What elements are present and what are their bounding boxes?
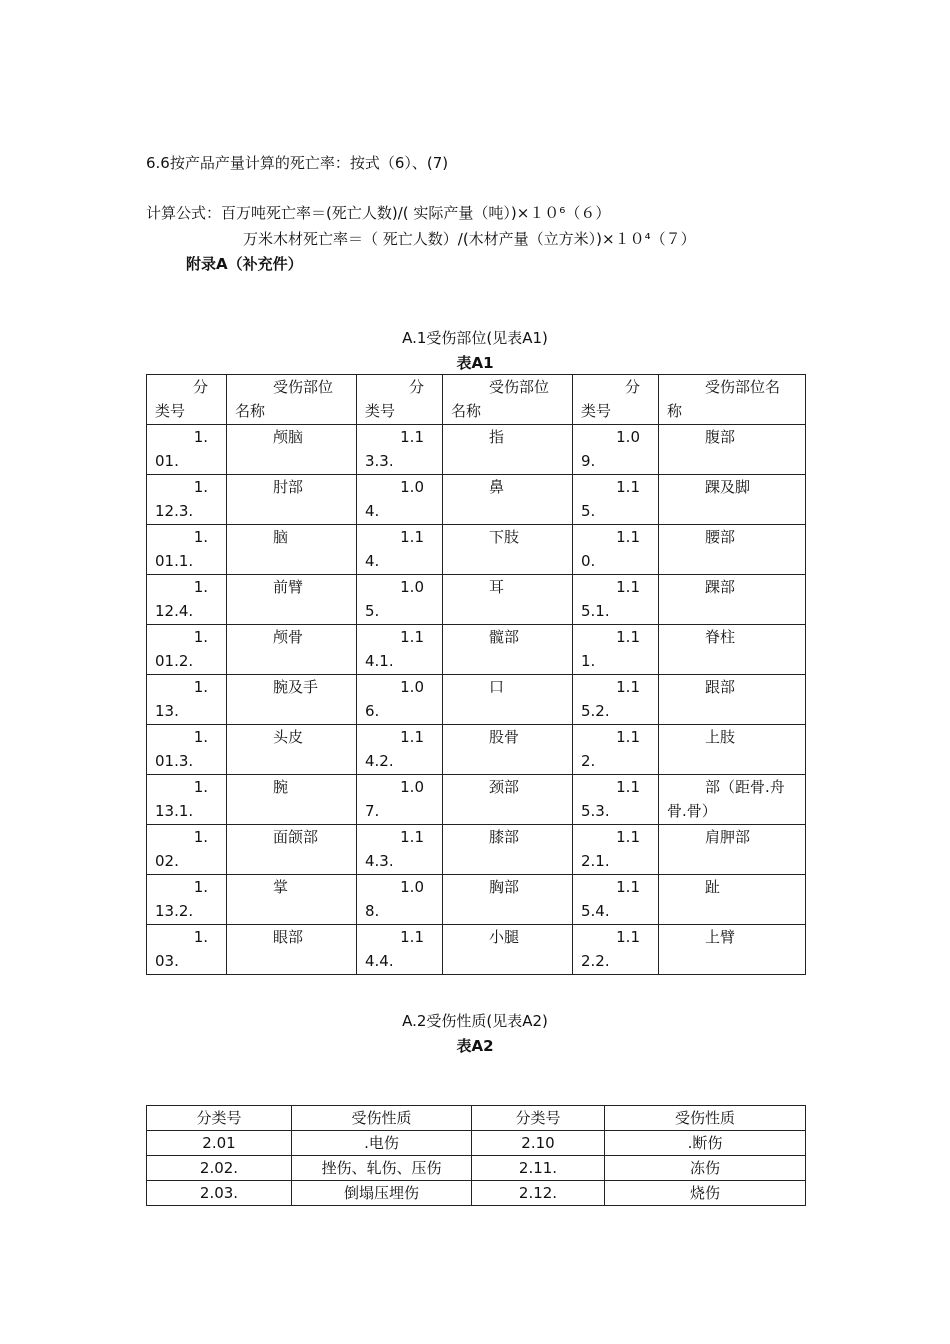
table-row [147, 475, 806, 525]
name-cell [443, 425, 573, 475]
name-cell [659, 875, 806, 925]
code-text-line2: 8. [365, 902, 380, 920]
table-row [147, 625, 806, 675]
section-6-6-text: 6.6按产品产量计算的死亡率：按式（6）、(7) [146, 154, 449, 172]
name-cell [227, 925, 357, 975]
code-text-line2: 01.1. [155, 552, 194, 570]
name-cell [443, 375, 573, 425]
code-text-line1: 分 [192, 378, 208, 396]
code-text-line2: 类号 [581, 402, 612, 420]
code-text-line2: 4. [365, 502, 380, 520]
nature-cell: 冻伤 [605, 1156, 806, 1181]
code-cell [147, 375, 227, 425]
name-text-line1: 指 [489, 428, 505, 446]
name-cell [227, 675, 357, 725]
code-text-line1: 1.1 [616, 578, 640, 596]
table-row [147, 825, 806, 875]
code-text-line1: 1.1 [400, 428, 424, 446]
code-cell: 2.10 [472, 1131, 605, 1156]
code-cell [357, 775, 443, 825]
name-text-line1: 下肢 [489, 528, 520, 546]
nature-cell: 挫伤、轧伤、压伤 [292, 1156, 472, 1181]
name-text-line1: 腕 [273, 778, 289, 796]
name-cell [227, 625, 357, 675]
code-cell [573, 575, 659, 625]
name-text-line1: 颈部 [489, 778, 520, 796]
table-a1 [146, 374, 806, 975]
code-cell [357, 725, 443, 775]
code-cell [147, 425, 227, 475]
name-text-line1: 上肢 [705, 728, 736, 746]
code-text-line1: 1. [193, 878, 208, 896]
name-text-line1: 腹部 [705, 428, 736, 446]
name-text-line1: 胸部 [489, 878, 520, 896]
name-cell [227, 825, 357, 875]
nature-cell: 倒塌压埋伤 [292, 1181, 472, 1206]
code-cell [573, 925, 659, 975]
code-text-line2: 13.1. [155, 802, 194, 820]
code-cell [147, 525, 227, 575]
code-text-line1: 1.1 [616, 928, 640, 946]
code-cell [147, 925, 227, 975]
code-cell [357, 625, 443, 675]
name-cell [443, 675, 573, 725]
name-cell [227, 725, 357, 775]
code-text-line2: 5. [581, 502, 596, 520]
name-text-line2: 骨.骨） [667, 802, 717, 820]
code-cell [357, 525, 443, 575]
code-text-line2: 类号 [365, 402, 396, 420]
name-text-line1: 股骨 [489, 728, 520, 746]
name-text-line1: 小腿 [489, 928, 520, 946]
code-text-line1: 1.0 [400, 478, 424, 496]
code-text-line2: 01. [155, 452, 179, 470]
name-cell [443, 575, 573, 625]
code-text-line1: 1. [193, 678, 208, 696]
name-text-line1: 鼻 [489, 478, 505, 496]
code-text-line2: 12.4. [155, 602, 194, 620]
code-text-line1: 1.0 [616, 428, 640, 446]
name-cell [227, 475, 357, 525]
name-text-line1: 趾 [705, 878, 721, 896]
code-text-line2: 4. [365, 552, 380, 570]
code-text-line1: 1. [193, 728, 208, 746]
code-text-line1: 分 [624, 378, 640, 396]
code-cell [147, 825, 227, 875]
code-cell [357, 375, 443, 425]
code-text-line1: 1.0 [400, 578, 424, 596]
name-text-line1: 受伤部位 [273, 378, 334, 396]
code-cell [147, 475, 227, 525]
name-cell [443, 725, 573, 775]
name-cell [659, 625, 806, 675]
code-cell [357, 675, 443, 725]
code-text-line2: 02. [155, 852, 179, 870]
formula-line-2: 万米木材死亡率＝（ 死亡人数）/(木材产量（立方米）)×１０⁴（７） [243, 230, 696, 248]
name-text-line2: 称 [667, 402, 683, 420]
code-text-line1: 1.1 [400, 528, 424, 546]
code-cell [147, 775, 227, 825]
table-row [147, 875, 806, 925]
name-cell [227, 425, 357, 475]
nature-cell: .断伤 [605, 1131, 806, 1156]
code-cell [147, 575, 227, 625]
name-cell [227, 875, 357, 925]
code-cell [573, 525, 659, 575]
code-text-line1: 1. [193, 928, 208, 946]
name-text-line1: 腰部 [705, 528, 736, 546]
code-text-line2: 5. [365, 602, 380, 620]
table-a2-title: 表A2 [456, 1037, 494, 1055]
table-a1-title: 表A1 [456, 354, 494, 372]
code-cell [147, 625, 227, 675]
code-cell: 分类号 [147, 1106, 292, 1131]
code-text-line2: 4.3. [365, 852, 394, 870]
code-text-line2: 5.4. [581, 902, 610, 920]
code-text-line1: 1. [193, 528, 208, 546]
name-cell [659, 775, 806, 825]
code-cell [357, 925, 443, 975]
name-cell [227, 575, 357, 625]
name-cell [227, 775, 357, 825]
code-text-line2: 01.3. [155, 752, 194, 770]
code-text-line2: 12.3. [155, 502, 194, 520]
code-cell: 2.12. [472, 1181, 605, 1206]
table-row [147, 775, 806, 825]
table-row [147, 575, 806, 625]
table-row [147, 1181, 806, 1206]
name-cell [443, 525, 573, 575]
name-text-line1: 髋部 [489, 628, 520, 646]
name-cell [443, 475, 573, 525]
code-text-line1: 1.1 [616, 478, 640, 496]
code-text-line1: 1.1 [616, 728, 640, 746]
name-text-line1: 面颌部 [273, 828, 319, 846]
name-cell [227, 375, 357, 425]
code-text-line2: 4.2. [365, 752, 394, 770]
code-cell [573, 825, 659, 875]
name-cell [659, 725, 806, 775]
name-text-line1: 眼部 [273, 928, 304, 946]
code-text-line2: 7. [365, 802, 380, 820]
name-text-line1: 脑 [273, 528, 289, 546]
code-text-line1: 1. [193, 828, 208, 846]
table-header-row [147, 1106, 806, 1131]
code-text-line2: 5.2. [581, 702, 610, 720]
code-text-line1: 1.1 [400, 728, 424, 746]
name-text-line1: 耳 [489, 578, 505, 596]
code-cell: 分类号 [472, 1106, 605, 1131]
name-text-line1: 部（距骨.舟 [705, 778, 785, 796]
table-row [147, 1131, 806, 1156]
code-text-line1: 1.1 [616, 678, 640, 696]
code-text-line1: 1.0 [400, 678, 424, 696]
name-cell [659, 675, 806, 725]
code-cell: 2.03. [147, 1181, 292, 1206]
name-cell [659, 825, 806, 875]
code-text-line1: 1.1 [616, 528, 640, 546]
code-text-line2: 0. [581, 552, 596, 570]
nature-cell: 受伤性质 [292, 1106, 472, 1131]
code-text-line2: 4.4. [365, 952, 394, 970]
name-cell [659, 425, 806, 475]
code-text-line1: 1.0 [400, 778, 424, 796]
table-row [147, 425, 806, 475]
name-text-line1: 上臂 [705, 928, 736, 946]
code-cell [357, 475, 443, 525]
code-cell [573, 775, 659, 825]
code-text-line2: 6. [365, 702, 380, 720]
name-text-line1: 肩胛部 [705, 828, 751, 846]
code-cell [357, 875, 443, 925]
name-text-line1: 腕及手 [273, 678, 319, 696]
code-cell [147, 725, 227, 775]
code-cell [147, 675, 227, 725]
name-text-line1: 掌 [273, 878, 289, 896]
name-text-line1: 踝部 [705, 578, 736, 596]
name-text-line1: 头皮 [273, 728, 304, 746]
code-text-line1: 1. [193, 778, 208, 796]
code-text-line1: 1.1 [616, 828, 640, 846]
code-text-line2: 4.1. [365, 652, 394, 670]
code-text-line2: 13.2. [155, 902, 194, 920]
name-text-line1: 膝部 [489, 828, 520, 846]
code-cell: 2.11. [472, 1156, 605, 1181]
table-a2-caption: A.2受伤性质(见表A2) [402, 1012, 548, 1030]
code-text-line1: 1. [193, 478, 208, 496]
code-text-line1: 1.1 [400, 928, 424, 946]
code-text-line2: 2.2. [581, 952, 610, 970]
code-cell [357, 425, 443, 475]
formula-line-1: 计算公式：百万吨死亡率＝(死亡人数)/( 实际产量（吨）)×１０⁶（６） [146, 204, 611, 222]
code-text-line1: 1.1 [400, 628, 424, 646]
code-text-line1: 1. [193, 428, 208, 446]
code-text-line2: 类号 [155, 402, 186, 420]
name-text-line1: 踝及脚 [705, 478, 751, 496]
table-a1-caption: A.1受伤部位(见表A1) [402, 329, 548, 347]
code-text-line1: 1. [193, 578, 208, 596]
code-text-line1: 1.1 [400, 828, 424, 846]
code-text-line2: 5.1. [581, 602, 610, 620]
code-text-line2: 3.3. [365, 452, 394, 470]
name-text-line2: 名称 [235, 402, 266, 420]
code-text-line1: 1.1 [616, 878, 640, 896]
code-cell [573, 475, 659, 525]
table-row [147, 525, 806, 575]
name-cell [659, 475, 806, 525]
code-cell [357, 825, 443, 875]
name-text-line1: 肘部 [273, 478, 304, 496]
name-text-line1: 受伤部位名 [705, 378, 781, 396]
name-cell [443, 925, 573, 975]
code-cell: 2.02. [147, 1156, 292, 1181]
code-text-line1: 1.0 [400, 878, 424, 896]
code-text-line1: 1.1 [616, 778, 640, 796]
name-cell [443, 825, 573, 875]
name-text-line1: 跟部 [705, 678, 736, 696]
name-cell [443, 875, 573, 925]
code-cell [573, 875, 659, 925]
code-text-line1: 分 [408, 378, 424, 396]
name-cell [659, 575, 806, 625]
name-text-line1: 受伤部位 [489, 378, 550, 396]
table-row [147, 725, 806, 775]
name-cell [443, 625, 573, 675]
code-cell [147, 875, 227, 925]
name-cell [659, 525, 806, 575]
code-cell [573, 375, 659, 425]
code-cell [573, 625, 659, 675]
table-row [147, 925, 806, 975]
name-cell [659, 925, 806, 975]
name-text-line1: 前臂 [273, 578, 304, 596]
code-cell [573, 425, 659, 475]
code-cell [573, 725, 659, 775]
table-header-row [147, 375, 806, 425]
code-text-line2: 13. [155, 702, 179, 720]
code-text-line2: 2. [581, 752, 596, 770]
code-text-line2: 9. [581, 452, 596, 470]
name-text-line1: 脊柱 [705, 628, 736, 646]
name-text-line1: 颅骨 [273, 628, 304, 646]
table-row [147, 675, 806, 725]
table-row [147, 1156, 806, 1181]
nature-cell: 受伤性质 [605, 1106, 806, 1131]
code-cell: 2.01 [147, 1131, 292, 1156]
name-text-line1: 口 [489, 678, 505, 696]
code-text-line2: 03. [155, 952, 179, 970]
name-text-line2: 名称 [451, 402, 482, 420]
name-cell [659, 375, 806, 425]
appendix-title: 附录A（补充件） [186, 255, 303, 273]
code-text-line2: 2.1. [581, 852, 610, 870]
code-text-line1: 1.1 [616, 628, 640, 646]
code-text-line1: 1. [193, 628, 208, 646]
code-text-line2: 01.2. [155, 652, 194, 670]
code-text-line2: 5.3. [581, 802, 610, 820]
table-a2 [146, 1105, 806, 1206]
code-cell [573, 675, 659, 725]
code-cell [357, 575, 443, 625]
code-text-line2: 1. [581, 652, 596, 670]
nature-cell: 烧伤 [605, 1181, 806, 1206]
name-text-line1: 颅脑 [273, 428, 304, 446]
name-cell [227, 525, 357, 575]
name-cell [443, 775, 573, 825]
nature-cell: .电伤 [292, 1131, 472, 1156]
